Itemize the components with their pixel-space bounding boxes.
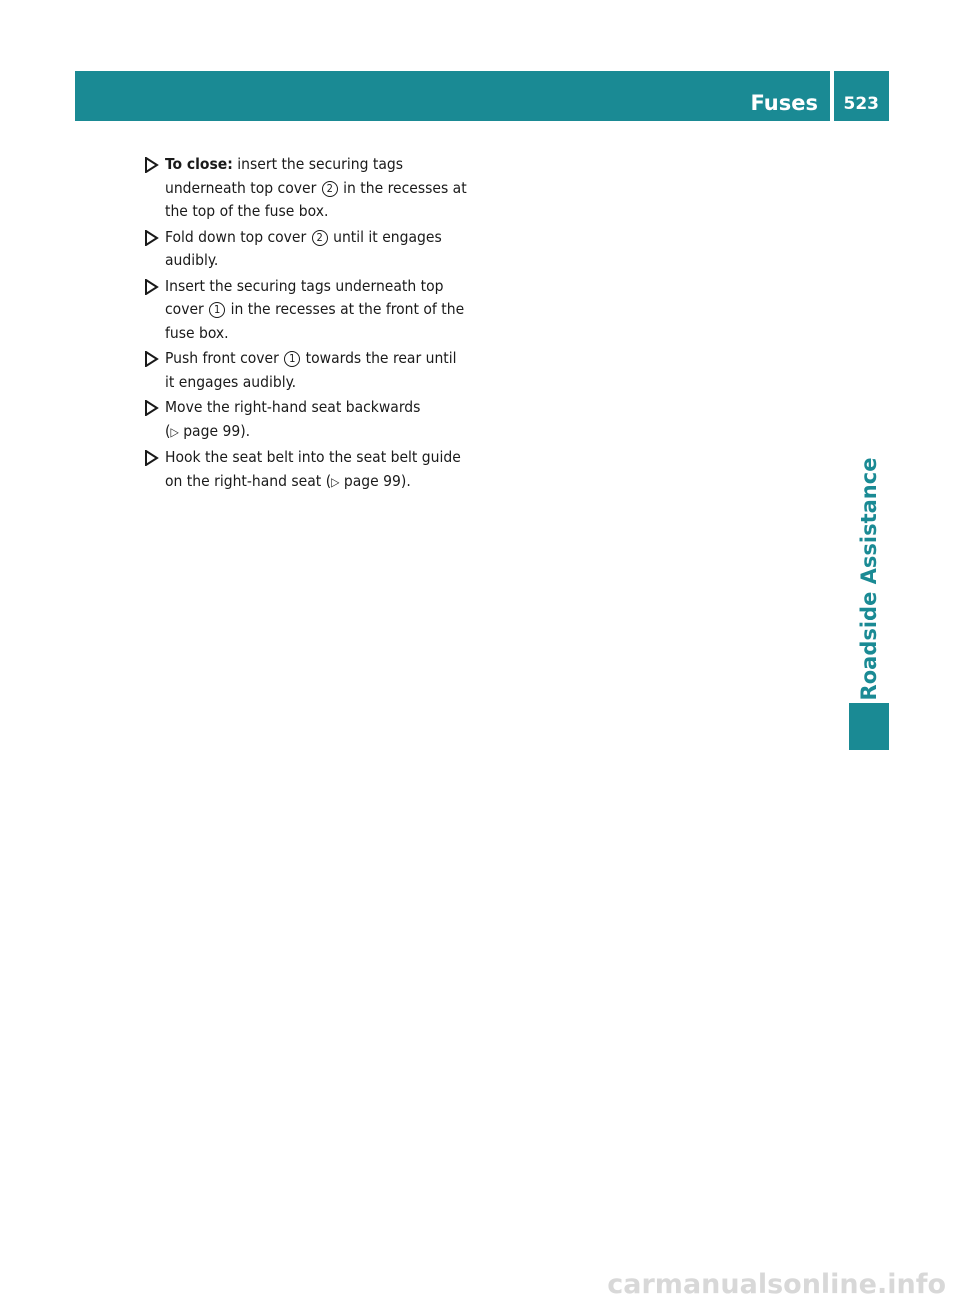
page-reference[interactable]: page 99). (339, 471, 411, 490)
instruction-step: Insert the securing tags underneath top cover 1 in the recesses at the front of the fuse box. (145, 275, 485, 346)
page-number: 523 (843, 94, 879, 114)
watermark: carmanualsonline.info (607, 1269, 946, 1300)
section-title: Fuses (750, 91, 818, 115)
side-color-block (849, 703, 889, 750)
callout-2-icon: 2 (322, 181, 338, 197)
callout-1-icon: 1 (284, 351, 300, 367)
side-tab-label: Roadside Assistance (857, 457, 881, 701)
page-ref-icon: ▷ (170, 424, 179, 439)
instruction-step: Push front cover 1 towards the rear until it engages audibly. (145, 347, 485, 394)
instruction-step: Move the right-hand seat backwards (▷ page 99). (145, 396, 485, 444)
callout-2-icon: 2 (312, 230, 328, 246)
page-reference[interactable]: page 99). (178, 421, 251, 440)
instruction-step: Hook the seat belt into the seat belt guide on the right-hand seat (▷ page 99). (145, 446, 485, 494)
header-divider (830, 71, 834, 121)
instruction-list (145, 153, 485, 496)
step-arrow-icon (145, 450, 159, 466)
instruction-step: To close: insert the securing tags underneath top cover 2 in the recesses at the top of the fuse box. (145, 153, 485, 224)
instruction-step: Fold down top cover 2 until it engages audibly. (145, 226, 485, 273)
step-lead: To close: (165, 155, 233, 173)
callout-1-icon: 1 (209, 302, 225, 318)
step-arrow-icon (145, 230, 159, 246)
page-ref-icon: ▷ (331, 474, 340, 489)
header-bar (75, 71, 889, 121)
side-tab (849, 457, 889, 701)
step-arrow-icon (145, 157, 159, 173)
step-arrow-icon (145, 279, 159, 295)
step-arrow-icon (145, 400, 159, 416)
step-arrow-icon (145, 351, 159, 367)
